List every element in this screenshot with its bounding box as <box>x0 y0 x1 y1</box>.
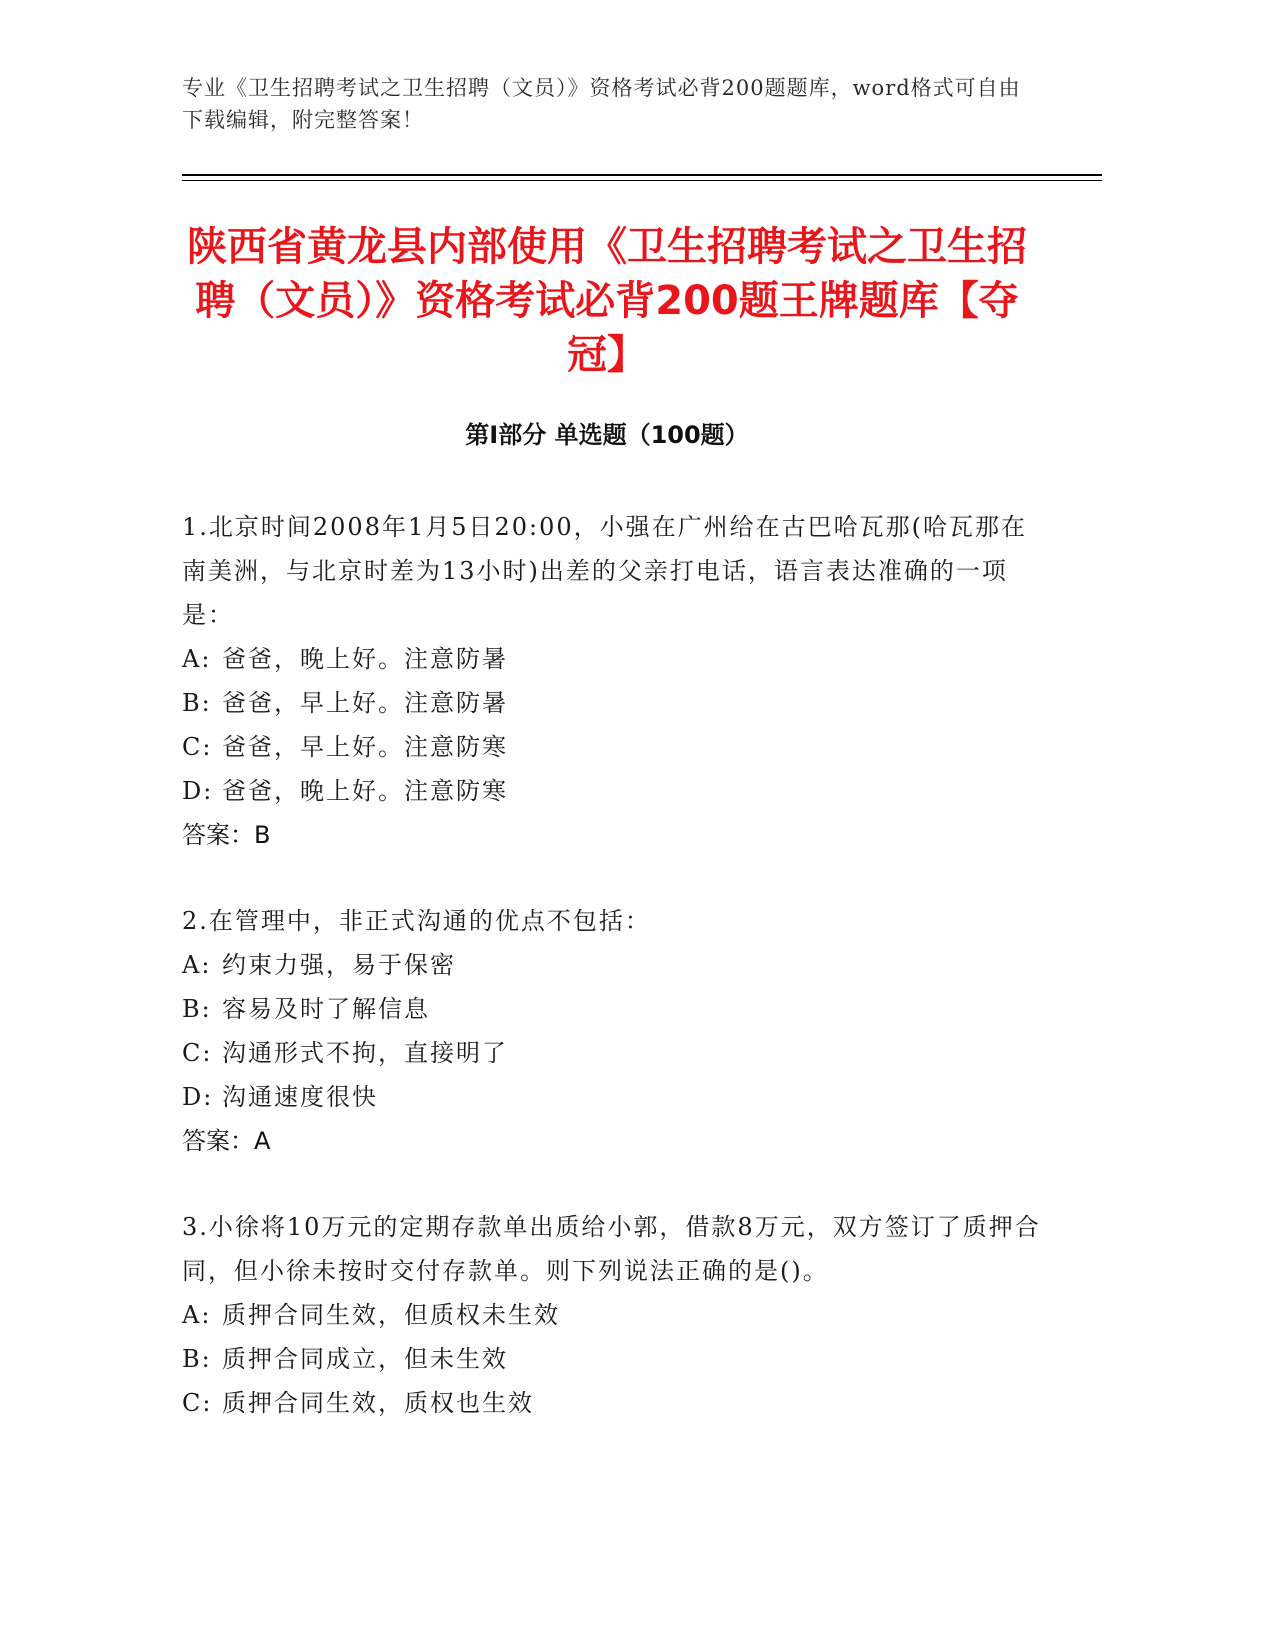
header-divider-thin <box>182 180 1102 181</box>
question-text: 1.北京时间2008年1月5日20:00，小强在广州给在古巴哈瓦那(哈瓦那在南美洲，与北京时差为13小时)出差的父亲打电话，语言表达准确的一项是： <box>182 513 1028 629</box>
answer-option <box>182 725 1042 769</box>
answer-option <box>182 681 1042 725</box>
option-letter: A: <box>182 1301 212 1329</box>
option-text: 爸爸，早上好。注意防暑 <box>222 689 508 717</box>
question-text: 3.小徐将10万元的定期存款单出质给小郭，借款8万元，双方签订了质押合同，但小徐未按时交付存款单。则下列说法正确的是()。 <box>182 1213 1041 1285</box>
option-letter: D: <box>182 777 214 805</box>
answer-option <box>182 1031 1042 1075</box>
answer-option <box>182 943 1042 987</box>
option-letter: B: <box>182 995 212 1023</box>
section-title: 第Ⅰ部分 单选题（100题） <box>465 421 749 449</box>
option-letter: B: <box>182 1345 212 1373</box>
answer-option <box>182 987 1042 1031</box>
answer-option <box>182 1075 1042 1119</box>
option-letter: A: <box>182 645 212 673</box>
question-answer: 答案：A <box>182 1127 271 1155</box>
option-text: 质押合同生效，质权也生效 <box>222 1389 534 1417</box>
answer-option <box>182 1293 1042 1337</box>
option-letter: B: <box>182 689 212 717</box>
answer-option <box>182 637 1042 681</box>
option-letter: C: <box>182 733 213 761</box>
header-divider-thick <box>182 174 1102 176</box>
option-text: 质押合同生效，但质权未生效 <box>222 1301 560 1329</box>
header-note: 专业《卫生招聘考试之卫生招聘（文员）》资格考试必背200题题库，word格式可自由下载编辑，附完整答案！ <box>182 76 1021 132</box>
option-letter: A: <box>182 951 212 979</box>
option-letter: C: <box>182 1039 213 1067</box>
option-text: 沟通形式不拘，直接明了 <box>222 1039 508 1067</box>
option-letter: D: <box>182 1083 214 1111</box>
answer-option <box>182 1337 1042 1381</box>
question-list <box>182 505 1042 1467</box>
question-item <box>182 1205 1042 1425</box>
answer-option <box>182 769 1042 813</box>
option-text: 约束力强，易于保密 <box>222 951 456 979</box>
question-item <box>182 505 1042 857</box>
question-text: 2.在管理中，非正式沟通的优点不包括： <box>182 907 651 935</box>
answer-option <box>182 1381 1042 1425</box>
option-text: 沟通速度很快 <box>222 1083 378 1111</box>
document-title: 陕西省黄龙县内部使用《卫生招聘考试之卫生招聘（文员）》资格考试必背200题王牌题库【夺冠】 <box>187 224 1027 378</box>
option-text: 爸爸，晚上好。注意防寒 <box>222 777 508 805</box>
option-text: 容易及时了解信息 <box>222 995 430 1023</box>
option-letter: C: <box>182 1389 213 1417</box>
question-item <box>182 899 1042 1163</box>
question-answer: 答案：B <box>182 821 271 849</box>
option-text: 质押合同成立，但未生效 <box>222 1345 508 1373</box>
option-text: 爸爸，晚上好。注意防暑 <box>222 645 508 673</box>
option-text: 爸爸，早上好。注意防寒 <box>222 733 508 761</box>
